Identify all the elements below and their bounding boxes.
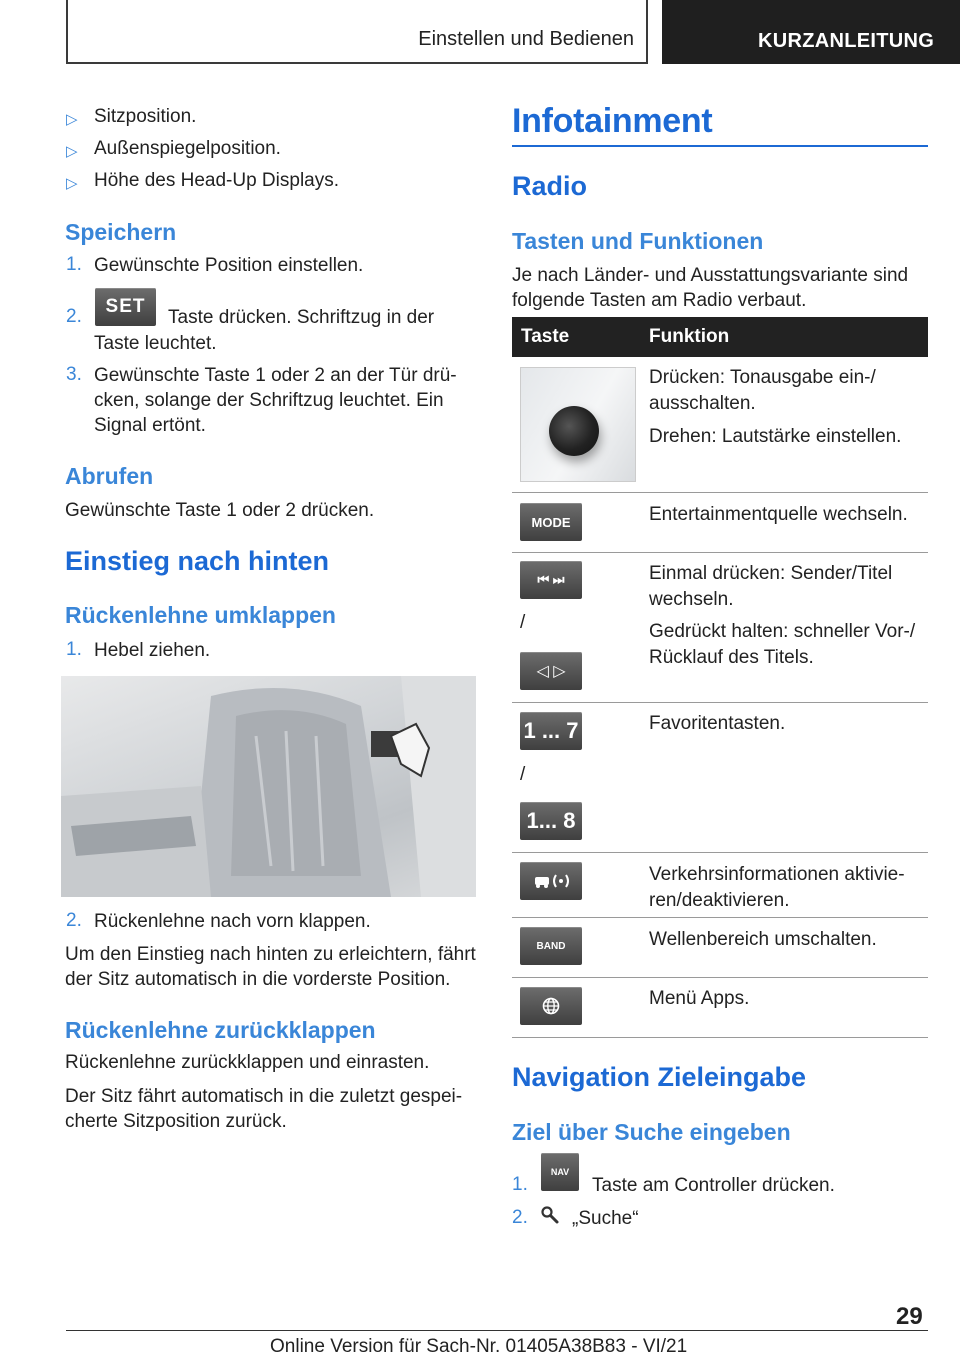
heading-infotainment: Infotainment xyxy=(512,102,713,140)
table-header-taste: Taste xyxy=(521,326,570,347)
heading-tasten-funktionen: Tasten und Funktionen xyxy=(512,228,764,254)
heading-speichern: Speichern xyxy=(65,219,177,245)
heading-abrufen: Abrufen xyxy=(65,463,154,489)
table-row-divider xyxy=(512,552,928,553)
step-number: 1. xyxy=(66,639,82,660)
table-cell: Verkehrsinformationen aktivie- xyxy=(649,864,905,885)
bullet-marker: ▷ xyxy=(66,143,78,160)
bullet-marker: ▷ xyxy=(66,175,78,192)
table-header-funktion: Funktion xyxy=(649,326,730,347)
step-number: 2. xyxy=(512,1207,528,1228)
mode-button-icon: MODE xyxy=(520,503,582,541)
apps-globe-icon xyxy=(520,987,582,1025)
knob-icon xyxy=(549,406,599,456)
table-cell: Rücklauf des Titels. xyxy=(649,647,814,668)
paragraph-text: Der Sitz fährt automatisch in die zuletzt gespei- xyxy=(65,1086,463,1107)
table-cell: Favoritentasten. xyxy=(649,713,786,734)
traffic-info-icon xyxy=(520,862,582,900)
step-text: Gewünschte Taste 1 oder 2 an der Tür drü- xyxy=(94,365,457,386)
nav-button-icon: NAV xyxy=(541,1153,579,1191)
seat-lever-photo xyxy=(61,676,476,897)
table-cell: Drehen: Lautstärke einstellen. xyxy=(649,426,902,447)
paragraph-text: Um den Einstieg nach hinten zu erleichtern, fährt xyxy=(65,944,476,965)
table-cell: Wellenbereich umschalten. xyxy=(649,929,877,950)
paragraph-text: cherte Sitzposition zurück. xyxy=(65,1111,287,1132)
separator-slash: / xyxy=(520,764,526,785)
bullet-item: Außenspiegelposition. xyxy=(94,138,281,159)
step-text: Taste drücken. Schriftzug in der xyxy=(168,307,435,328)
favorite-1-8-icon: 1... 8 xyxy=(520,802,582,840)
heading-rueckenlehne-zurueckklappen: Rückenlehne zurückklappen xyxy=(65,1017,376,1043)
header-section-title: Einstellen und Bedienen xyxy=(418,28,634,50)
step-text: Signal ertönt. xyxy=(94,415,206,436)
search-icon xyxy=(540,1205,560,1230)
step-number: 3. xyxy=(66,364,82,385)
heading-ziel-suche: Ziel über Suche eingeben xyxy=(512,1119,791,1145)
paragraph-text: Je nach Länder- und Ausstattungsvariante sind xyxy=(512,265,909,286)
heading-radio: Radio xyxy=(512,171,588,201)
set-button-icon: SET xyxy=(95,288,156,326)
table-cell: Gedrückt halten: schneller Vor-/ xyxy=(649,621,916,642)
bullet-marker: ▷ xyxy=(66,111,78,128)
bullet-item: Höhe des Head-Up Displays. xyxy=(94,170,340,191)
heading-navigation: Navigation Zieleingabe xyxy=(512,1062,807,1092)
step-text: Taste am Controller drücken. xyxy=(592,1175,835,1196)
heading-rueckenlehne-umklappen: Rückenlehne umklappen xyxy=(65,602,336,628)
table-row-divider xyxy=(512,492,928,493)
paragraph-text: folgende Tasten am Radio verbaut. xyxy=(512,290,807,311)
table-row-divider xyxy=(512,977,928,978)
step-text: Rückenlehne nach vorn klappen. xyxy=(94,911,371,932)
favorite-1-7-icon: 1 ... 7 xyxy=(520,712,582,750)
table-cell: wechseln. xyxy=(649,589,734,610)
step-number: 1. xyxy=(512,1174,528,1195)
separator-slash: / xyxy=(520,612,526,633)
volume-knob-image xyxy=(520,367,636,482)
table-header xyxy=(512,317,928,357)
paragraph-text: Rückenlehne zurückklappen und einrasten. xyxy=(65,1052,430,1073)
band-button-icon: BAND xyxy=(520,927,582,965)
heading-rule xyxy=(512,145,928,147)
table-cell: Entertainmentquelle wechseln. xyxy=(649,504,908,525)
step-text: Taste leuchtet. xyxy=(94,333,217,354)
table-row-divider xyxy=(512,917,928,918)
header-tab-kurzanleitung[interactable] xyxy=(662,0,960,64)
paragraph-text: der Sitz automatisch in die vorderste Position. xyxy=(65,969,451,990)
table-cell: ausschalten. xyxy=(649,393,756,414)
table-row-divider xyxy=(512,852,928,853)
skip-buttons-icon: ⏮ ⏭ xyxy=(520,561,582,599)
step-text: Gewünschte Position einstellen. xyxy=(94,255,364,276)
step-text: „Suche“ xyxy=(572,1208,639,1229)
table-cell: Menü Apps. xyxy=(649,988,750,1009)
step-text: cken, solange der Schriftzug leuchtet. Ein xyxy=(94,390,444,411)
table-cell: Drücken: Tonausgabe ein-/ xyxy=(649,367,876,388)
heading-einstieg: Einstieg nach hinten xyxy=(65,546,330,576)
abrufen-text: Gewünschte Taste 1 oder 2 drücken. xyxy=(65,500,375,521)
header-tab-label: KURZANLEITUNG xyxy=(758,30,935,52)
table-cell: ren/deaktivieren. xyxy=(649,890,790,911)
page-number: 29 xyxy=(896,1303,923,1330)
seek-buttons-icon: ◁ ▷ xyxy=(520,652,582,690)
table-row-divider xyxy=(512,1037,928,1038)
table-row-divider xyxy=(512,702,928,703)
step-number: 1. xyxy=(66,254,82,275)
footer-rule xyxy=(66,1330,928,1331)
step-text: Hebel ziehen. xyxy=(94,640,211,661)
bullet-item: Sitzposition. xyxy=(94,106,197,127)
step-number: 2. xyxy=(66,306,82,327)
table-cell: Einmal drücken: Sender/Titel xyxy=(649,563,893,584)
footer-text: Online Version für Sach-Nr. 01405A38B83 - VI/21 xyxy=(270,1336,688,1357)
step-number: 2. xyxy=(66,910,82,931)
